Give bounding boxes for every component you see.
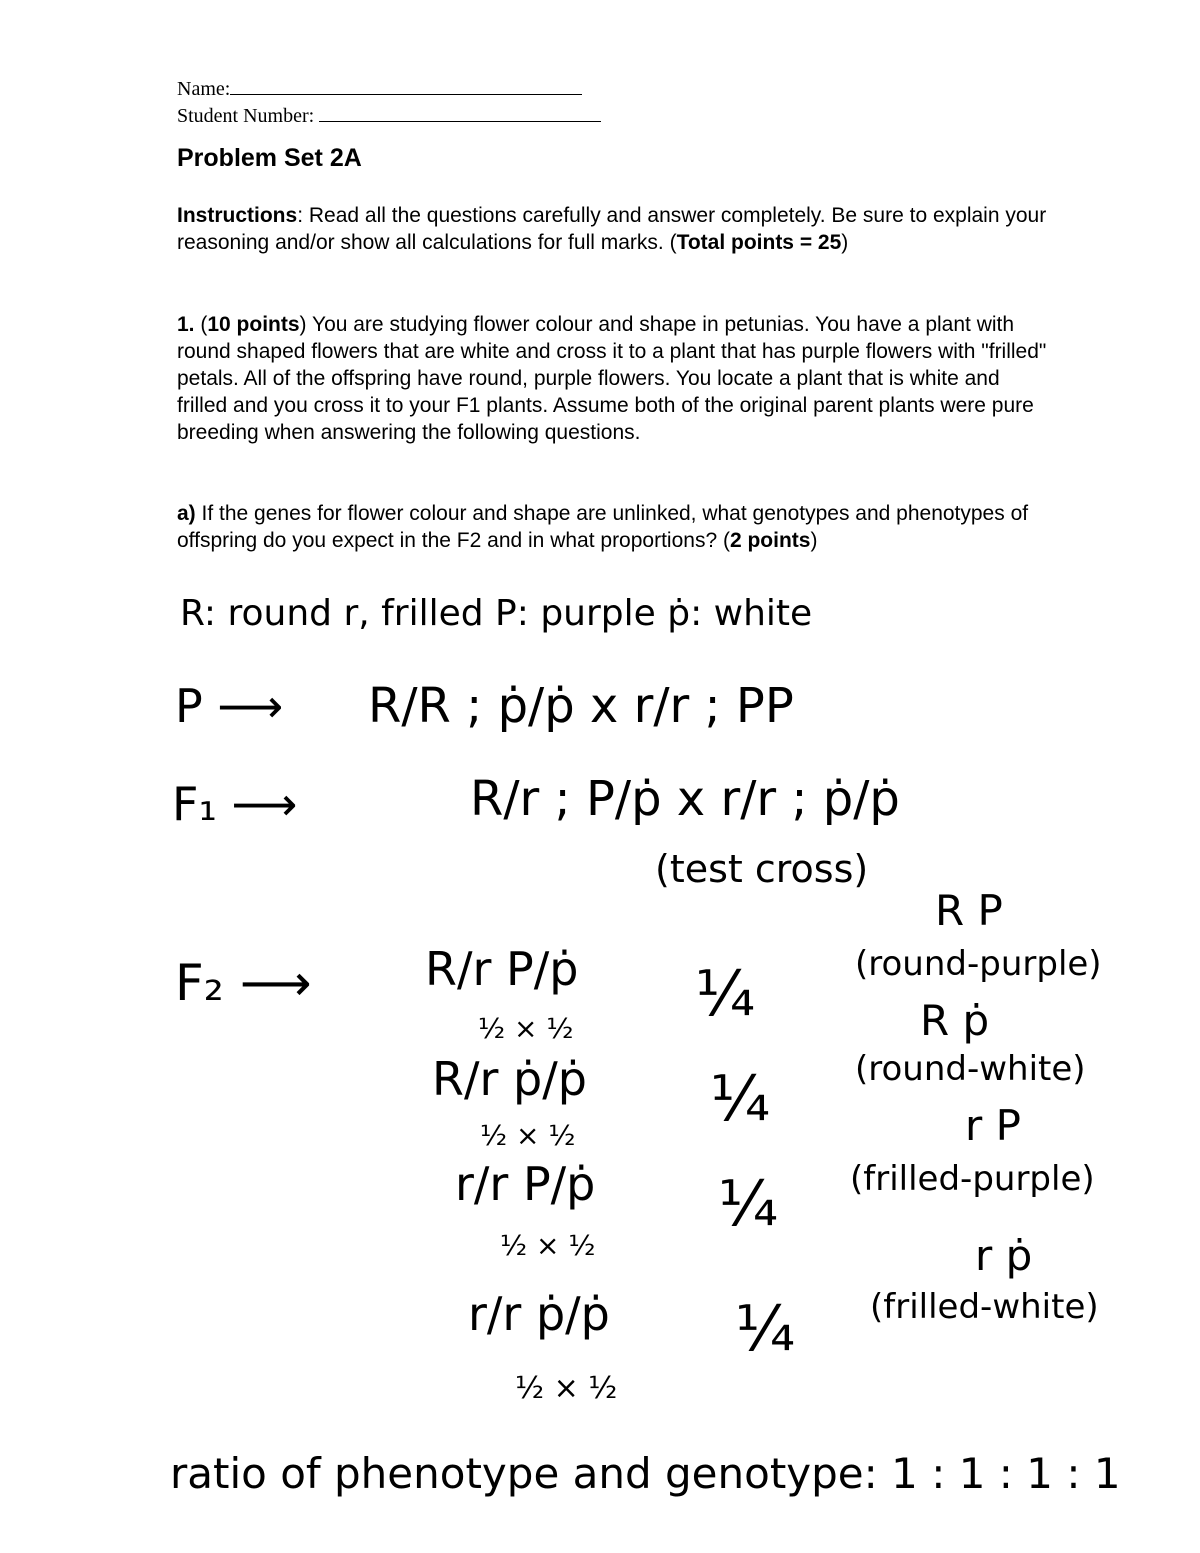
part-a-text: If the genes for flower colour and shape are unlinked, what genotypes and phenotypes of offspring do you expect in the F2 and in what proportions? ( bbox=[177, 502, 1029, 552]
page-title: Problem Set 2A bbox=[177, 144, 362, 172]
f2-label: F₂ ⟶ bbox=[175, 954, 312, 1012]
question-1-points: 10 points bbox=[207, 313, 300, 336]
question-1-paragraph: 1. (10 points) You are studying flower colour and shape in petunias. You have a plant with round shaped flowers that are white and cross it to a plant that has purple flowers with "frilled" petals. All of the offspring have round, purple flowers. You locate a plant that is white and frilled and you cross it to your F1 plants. Assume both of the original parent plants were pure breeding when answering the following questions. bbox=[177, 313, 1047, 444]
f1-cross: R/r ; P/ṗ x r/r ; ṗ/ṗ bbox=[470, 771, 900, 827]
f2-calc-2: ½ × ½ bbox=[480, 1119, 576, 1152]
student-number-label: Student Number: bbox=[177, 105, 315, 127]
f2-calc-4: ½ × ½ bbox=[515, 1371, 618, 1406]
f2-phenotype-3: (frilled-purple) bbox=[850, 1159, 1095, 1199]
instructions-text: : Read all the questions carefully and answer completely. Be sure to explain your reasoning and/or show all calculations for full marks. ( bbox=[177, 204, 1047, 254]
f2-code-4: r ṗ bbox=[975, 1231, 1033, 1280]
f2-genotype-4: r/r ṗ/ṗ bbox=[468, 1287, 610, 1341]
f2-code-3: r P bbox=[965, 1101, 1021, 1150]
f2-fraction-1: ¼ bbox=[695, 957, 756, 1030]
f2-fraction-2: ¼ bbox=[710, 1062, 771, 1135]
allele-key: R: round r, frilled P: purple ṗ: white bbox=[180, 593, 813, 634]
name-label: Name: bbox=[177, 78, 231, 100]
f2-genotype-2: R/r ṗ/ṗ bbox=[432, 1052, 587, 1106]
part-a-label: a) bbox=[177, 502, 196, 525]
instructions-label: Instructions bbox=[177, 204, 298, 227]
total-points: Total points = 25 bbox=[676, 231, 842, 254]
f1-label: F₁ ⟶ bbox=[172, 777, 298, 831]
f2-genotype-3: r/r P/ṗ bbox=[455, 1157, 596, 1211]
f2-phenotype-2: (round-white) bbox=[855, 1049, 1086, 1089]
f2-fraction-4: ¼ bbox=[735, 1292, 796, 1365]
test-cross-note: (test cross) bbox=[655, 847, 869, 891]
f2-calc-3: ½ × ½ bbox=[500, 1229, 596, 1262]
f2-code-1: R P bbox=[935, 886, 1003, 935]
f2-phenotype-4: (frilled-white) bbox=[870, 1287, 1099, 1327]
parental-label: P ⟶ bbox=[175, 679, 284, 733]
ratio-conclusion: ratio of phenotype and genotype: 1 : 1 : 1 : 1 bbox=[170, 1449, 1121, 1498]
instructions-close: ) bbox=[841, 231, 849, 254]
f2-phenotype-1: (round-purple) bbox=[855, 944, 1102, 984]
parental-cross: R/R ; ṗ/ṗ x r/r ; PP bbox=[368, 678, 794, 734]
question-1-number: 1. bbox=[177, 313, 195, 336]
f2-genotype-1: R/r P/ṗ bbox=[425, 942, 579, 996]
f2-fraction-3: ¼ bbox=[718, 1167, 779, 1240]
f2-calc-1: ½ × ½ bbox=[478, 1012, 574, 1045]
question-1-text: You are studying flower colour and shape in petunias. You have a plant with round shaped flowers that are white and cross it to a plant that has purple flowers with "frilled" petals. All of the offspring have round, purple flowers. You locate a plant that is white and frilled and you cross it to your F1 plants. Assume both of the original parent plants were pure breeding when answering the following questions. bbox=[177, 313, 1047, 444]
part-a-points: 2 points bbox=[729, 529, 811, 552]
f2-code-2: R ṗ bbox=[920, 996, 990, 1045]
part-a-close: ) bbox=[810, 529, 818, 552]
